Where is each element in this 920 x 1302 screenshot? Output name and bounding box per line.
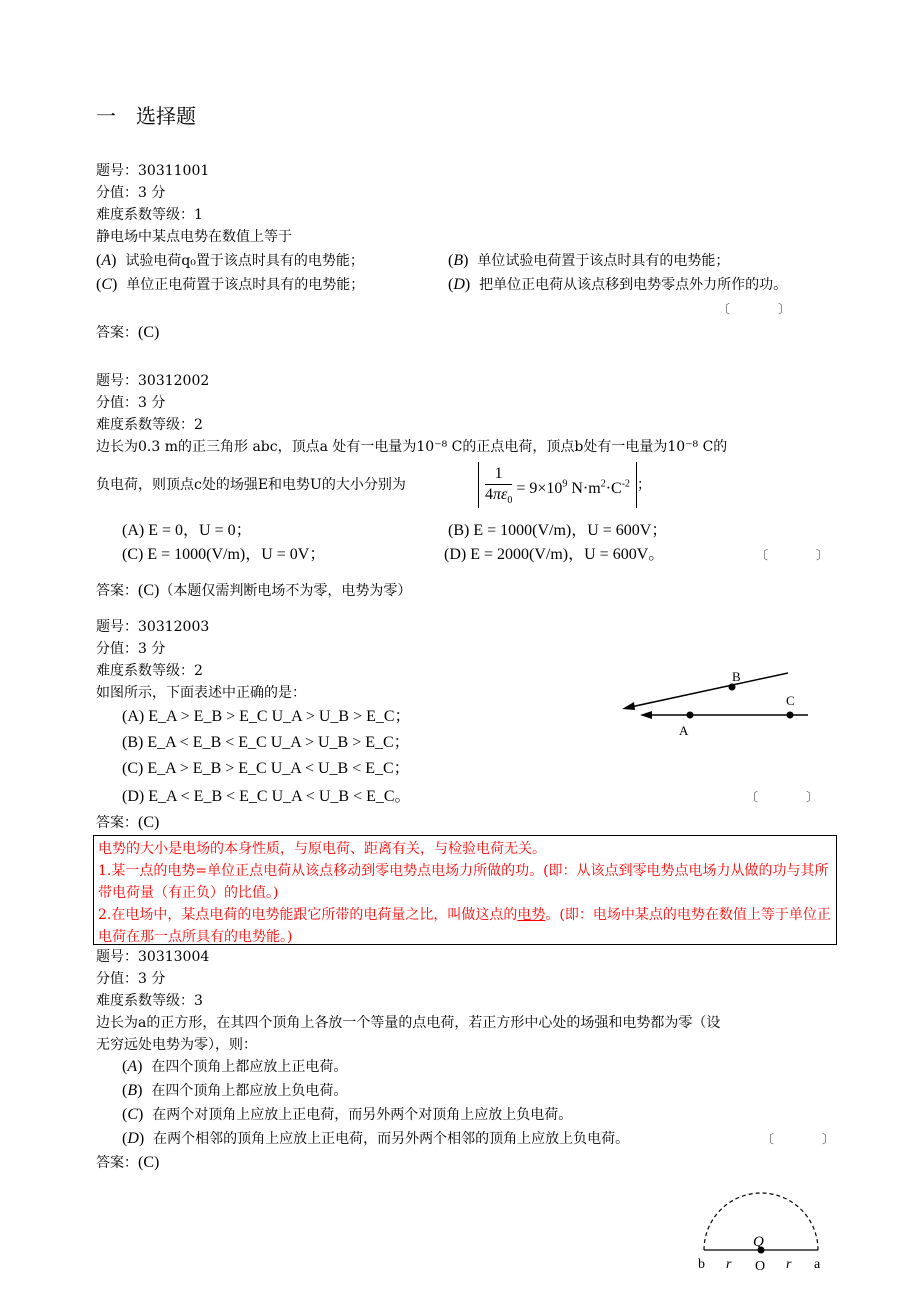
q3-id-line: 题号：30312003 (96, 619, 210, 635)
arrow-lower-icon (640, 711, 652, 719)
q2-stem-line2: 负电荷，则顶点c处的场强E和电势U的大小分别为 (96, 477, 406, 493)
q3-option-d: (D) E_A < E_B < E_C U_A < U_B < E_C。 (122, 788, 411, 805)
note-line2: 1.某一点的电势=单位正点电荷从该点移动到零电势点电场力所做的功。(即：从该点到零电势点电场力从做的功与其所带电荷量（有正负）的比值。) (98, 863, 829, 901)
q4-answer-bracket: 〔 〕 (762, 1132, 835, 1146)
q3-diff-line: 难度系数等级：2 (96, 663, 203, 679)
label-r-left: r (726, 1257, 732, 1272)
q2-option-b: (B) E = 1000(V/m)，U = 600V； (448, 522, 668, 539)
semicircle-figure (690, 1188, 840, 1298)
label-b: B (732, 669, 741, 684)
q2-answer-bracket: 〔 〕 (756, 548, 829, 562)
point-b (729, 684, 736, 691)
q1-option-c: (C) 单位正电荷置于该点时具有的电势能； (96, 276, 365, 293)
q1-id: 30311001 (138, 163, 210, 179)
q3-option-c: (C) E_A > E_B > E_C U_A < U_B < E_C； (122, 760, 410, 777)
q2-stem-line1: 边长为0.3 m的正三角形 abc，顶点a 处有一电量为10⁻⁸ C的正点电荷，顶点b处有一电量为10⁻⁸ C的 (96, 439, 728, 455)
note-box (93, 835, 837, 945)
q2-option-d: (D) E = 2000(V/m)，U = 600V。 (444, 546, 665, 563)
q4-diff-line: 难度系数等级：3 (96, 993, 203, 1009)
label-b-end: b (698, 1257, 705, 1272)
q1-option-b: (B) 单位试验电荷置于该点时具有的电势能； (448, 252, 730, 269)
label-o: O (755, 1259, 766, 1274)
q3-score-line: 分值：3 分 (96, 641, 166, 657)
q2-option-c: (C) E = 1000(V/m)，U = 0V； (122, 546, 326, 563)
q2-formula-text (0, 0, 1, 1)
point-a (687, 712, 694, 719)
q3-option-a: (A) E_A > E_B > E_C U_A > U_B > E_C； (122, 708, 411, 725)
q2-id-line: 题号：30312002 (96, 373, 210, 389)
note-line1: 电势的大小是电场的本身性质，与原电荷、距离有关，与检验电荷无关。 (98, 841, 546, 857)
q3-stem: 如图所示，下面表述中正确的是： (96, 685, 306, 701)
q1-stem: 静电场中某点电势在数值上等于 (96, 229, 292, 245)
q1-id-line: 题号：30311001 (96, 163, 210, 179)
q4-option-d: (D) 在两个相邻的顶角上应放上正电荷，而另外两个相邻的顶角上应放上负电荷。 (122, 1130, 630, 1147)
q2-diff-line: 难度系数等级：2 (96, 417, 203, 433)
q3-answer: 答案：(C) (96, 814, 160, 831)
q4-option-c: (C) 在两个对顶角上应放上正电荷，而另外两个对顶角上应放上负电荷。 (122, 1106, 573, 1123)
q1-option-d: (D) 把单位正电荷从该点移到电势零点外力所作的功。 (448, 276, 788, 293)
label-r-right: r (786, 1257, 792, 1272)
note-line3: 2.在电场中，某点电荷的电势能跟它所带的电荷量之比，叫做这点的电势。(即：电场中某点的电势在数值上等于单位正电荷在那一点所具有的电势能。) (98, 907, 831, 945)
field-lines-figure (600, 660, 830, 750)
q4-option-a: (A) 在四个顶角上都应放上正电荷。 (122, 1058, 348, 1075)
field-line-upper (626, 673, 788, 708)
section-title: 一 选择题 (96, 104, 196, 128)
point-c (787, 712, 794, 719)
q2-answer: 答案：(C)（本题仅需判断电场不为零，电势为零） (96, 582, 412, 599)
q2-formula: $\frac{1}{4\pi\varepsilon_0}$ = $9\times 10^9$ $N\cdot m^2\cdot C^{-2}$ ； (478, 462, 651, 508)
q3-answer-bracket: 〔 〕 (746, 790, 819, 804)
q1-option-a: (A) 试验电荷q₀置于该点时具有的电势能； (96, 252, 364, 269)
q1-diff-line: 难度系数等级：1 (96, 207, 203, 223)
label-q: Q (753, 1234, 764, 1250)
label-a: A (679, 723, 689, 738)
label-c: C (786, 693, 795, 708)
q4-id-line: 题号：30313004 (96, 949, 210, 965)
q4-score-line: 分值：3 分 (96, 971, 166, 987)
q2-option-a: (A) E = 0，U = 0； (122, 522, 252, 539)
q4-stem-line2: 无穷远处电势为零），则： (96, 1037, 257, 1053)
q1-answer-bracket: 〔 〕 (718, 302, 791, 316)
arrow-upper-icon (622, 702, 635, 710)
label-a-end: a (814, 1257, 821, 1272)
q4-answer: 答案：(C) (96, 1154, 160, 1171)
q1-score-line: 分值：3 分 (96, 185, 166, 201)
q1-answer: 答案：(C) (96, 324, 160, 341)
q2-score-line: 分值：3 分 (96, 395, 166, 411)
q4-option-b: (B) 在四个顶角上都应放上负电荷。 (122, 1082, 348, 1099)
q3-option-b: (B) E_A < E_B < E_C U_A > U_B > E_C； (122, 734, 410, 751)
q4-stem-line1: 边长为a的正方形，在其四个顶角上各放一个等量的点电荷，若正方形中心处的场强和电势都为零（设 (96, 1015, 721, 1031)
